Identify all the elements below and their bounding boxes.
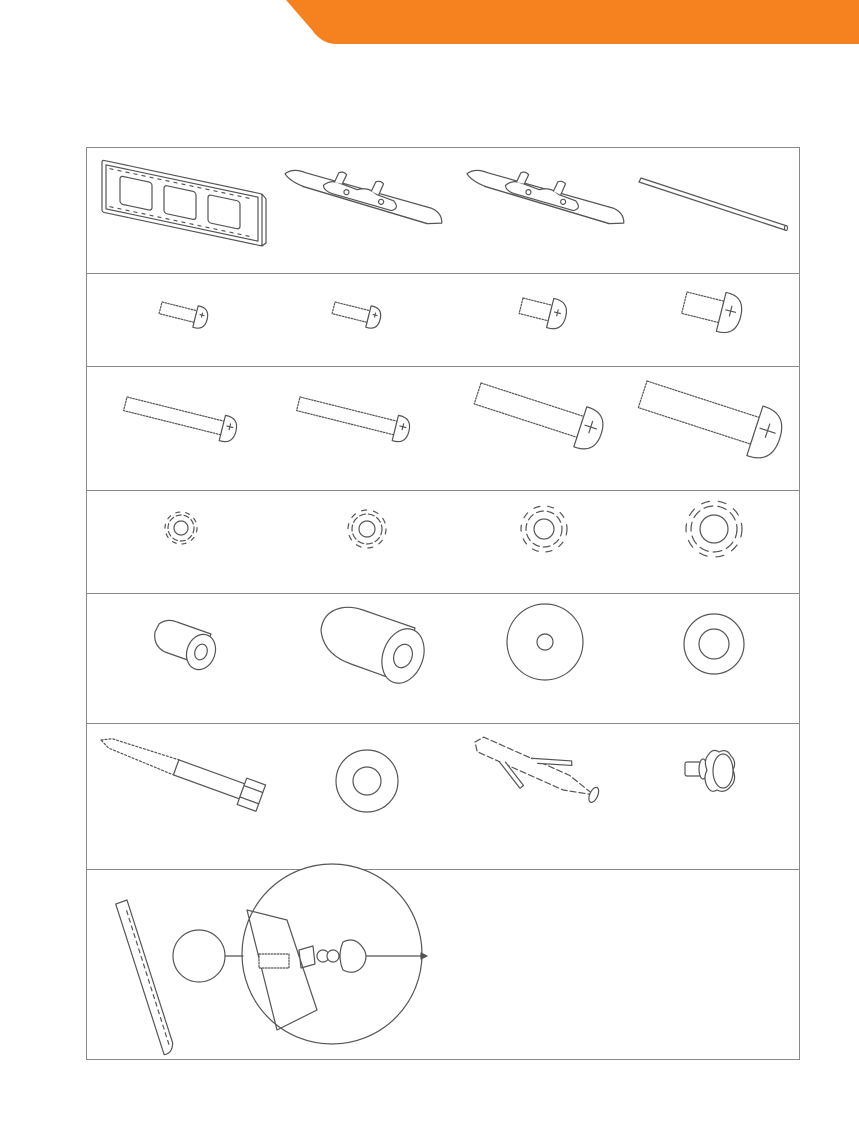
parts-row-6 [87, 724, 799, 870]
parts-row-5 [87, 594, 799, 724]
part-cell [267, 724, 447, 869]
parts-row-7 [87, 870, 799, 1060]
assembly-cell [87, 870, 799, 1060]
wall-anchor-icon [447, 724, 627, 869]
part-cell [627, 367, 799, 490]
part-cell [87, 491, 267, 593]
part-cell [87, 274, 267, 366]
short-screw-icon [627, 274, 799, 366]
part-cell [447, 594, 627, 723]
short-screw-icon [447, 274, 627, 366]
part-cell [87, 148, 267, 273]
spacer-icon [87, 594, 267, 723]
part-cell [267, 274, 447, 366]
part-cell [87, 594, 267, 723]
hanger-bracket-icon [447, 148, 627, 273]
lag-bolt-icon [87, 724, 267, 869]
long-screw-icon [627, 367, 799, 490]
part-cell [267, 367, 447, 490]
parts-table [86, 147, 800, 1060]
short-screw-icon [87, 274, 267, 366]
banner-shape [286, 0, 859, 44]
part-cell [267, 594, 447, 723]
lock-washer-icon [87, 491, 267, 593]
flat-washer-icon [627, 594, 799, 723]
parts-row-3 [87, 367, 799, 491]
parts-row-1 [87, 148, 799, 274]
header-banner [0, 0, 859, 44]
knob-icon [627, 724, 799, 869]
lock-washer-icon [447, 491, 627, 593]
parts-row-4 [87, 491, 799, 594]
long-screw-icon [87, 367, 267, 490]
part-cell [627, 148, 799, 273]
part-cell [267, 148, 447, 273]
part-cell [627, 594, 799, 723]
short-screw-icon [267, 274, 447, 366]
parts-row-2 [87, 274, 799, 367]
part-cell [447, 367, 627, 490]
part-cell [87, 724, 267, 869]
part-cell [447, 724, 627, 869]
long-screw-icon [447, 367, 627, 490]
rod-icon [627, 148, 799, 273]
long-screw-icon [267, 367, 447, 490]
assembly-diagram-icon [87, 870, 799, 1060]
part-cell [87, 367, 267, 490]
part-cell [267, 491, 447, 593]
washer-icon [267, 724, 447, 869]
flat-washer-icon [447, 594, 627, 723]
part-cell [447, 274, 627, 366]
part-cell [627, 274, 799, 366]
hanger-bracket-icon [267, 148, 447, 273]
lock-washer-icon [627, 491, 799, 593]
lock-washer-icon [267, 491, 447, 593]
part-cell [627, 724, 799, 869]
spacer-icon [267, 594, 447, 723]
mounting-plate-icon [87, 148, 267, 273]
part-cell [447, 491, 627, 593]
part-cell [447, 148, 627, 273]
part-cell [627, 491, 799, 593]
